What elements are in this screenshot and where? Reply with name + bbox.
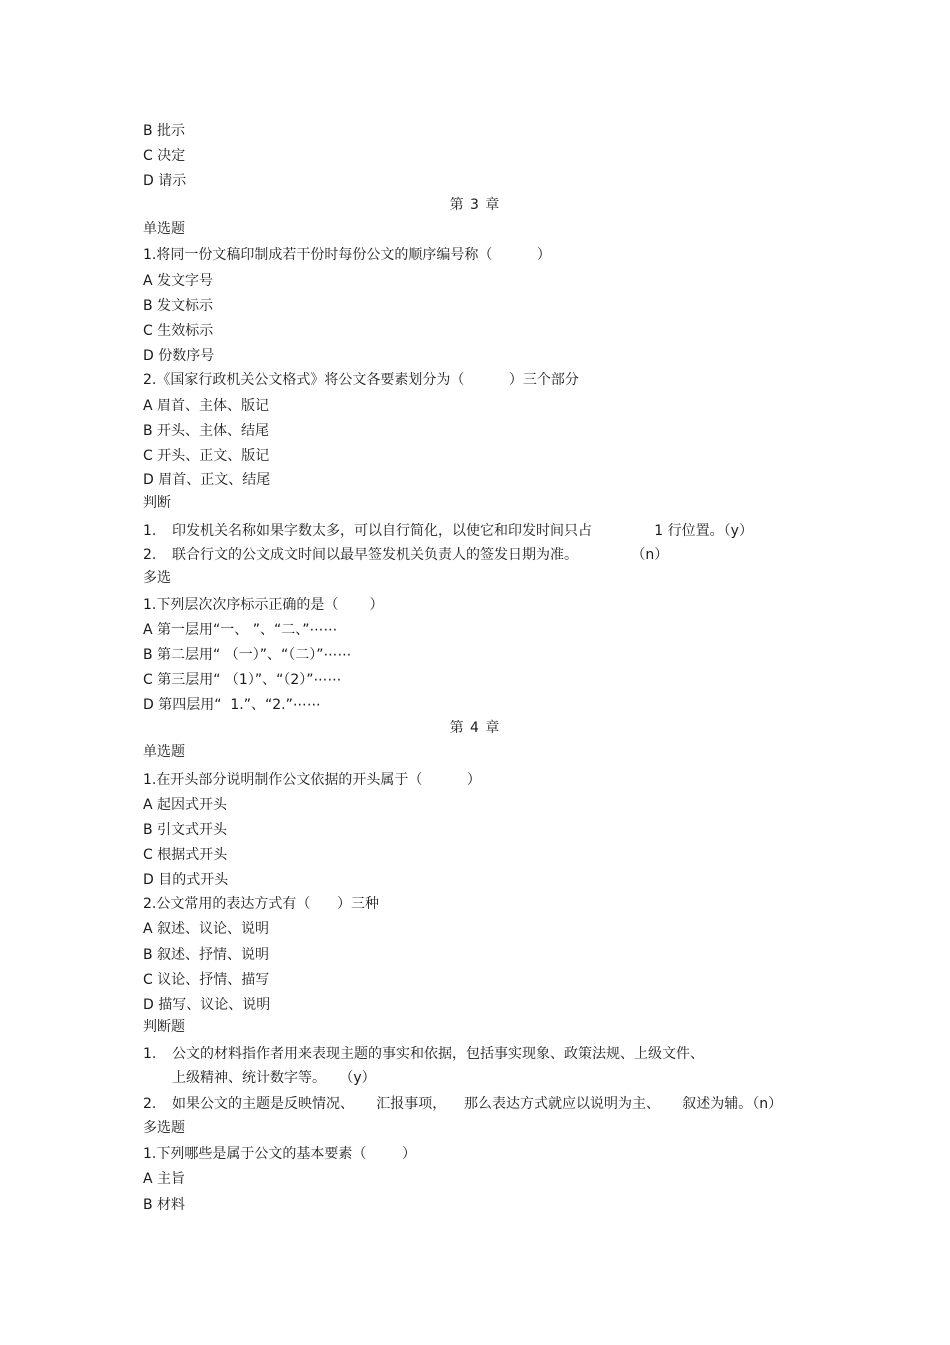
option-d: D 描写、议论、说明 xyxy=(143,997,271,1013)
item-number: 2. xyxy=(143,1096,157,1112)
option-a: A 起因式开头 xyxy=(143,797,228,813)
option-c: C 第三层用“ （1）”、“（2）”⋯⋯ xyxy=(143,672,342,688)
option-b: B 发文标示 xyxy=(143,298,214,314)
chapter-4-heading: 第 4 章 xyxy=(449,720,501,736)
option-d: D 眉首、正文、结尾 xyxy=(143,472,271,488)
question-text: 1.下列层次次序标示正确的是（ ） xyxy=(143,597,384,613)
item-number: 1. xyxy=(143,523,157,539)
option-d: D 份数序号 xyxy=(143,348,215,364)
question-text: 1.下列哪些是属于公文的基本要素（ ） xyxy=(143,1146,416,1162)
judgment-item xyxy=(143,522,753,540)
chapter-3-heading: 第 3 章 xyxy=(449,197,501,213)
question-text: 1.在开头部分说明制作公文依据的开头属于（ ） xyxy=(143,772,481,788)
option-b: B 第二层用“ （一）”、“（二）”⋯⋯ xyxy=(143,647,352,663)
option-d: D 目的式开头 xyxy=(143,872,229,888)
option-a: A 叙述、议论、说明 xyxy=(143,921,270,937)
option-a: A 眉首、主体、版记 xyxy=(143,398,270,414)
section-true-false: 判断 xyxy=(143,495,171,511)
judgment-item xyxy=(143,1095,782,1113)
option-d: D 请示 xyxy=(143,173,187,189)
option-c: C 议论、抒情、描写 xyxy=(143,972,270,988)
section-single-choice: 单选题 xyxy=(143,744,185,760)
option-b: B 批示 xyxy=(143,123,186,139)
item-number: 2. xyxy=(143,547,157,563)
option-b: B 材料 xyxy=(143,1197,186,1213)
option-a: A 主旨 xyxy=(143,1171,186,1187)
option-b: B 开头、主体、结尾 xyxy=(143,423,270,439)
option-d: D 第四层用“ 1.”、“2.”⋯⋯ xyxy=(143,697,321,713)
question-text: 2.《国家行政机关公文格式》将公文各要素划分为（ ）三个部分 xyxy=(143,372,579,388)
item-text: 印发机关名称如果字数太多，可以自行简化，以使它和印发时间只占 1 行位置。（y） xyxy=(172,523,753,539)
question-text: 2.公文常用的表达方式有（ ）三种 xyxy=(143,896,380,912)
question-text: 1.将同一份文稿印制成若干份时每份公文的顺序编号称（ ） xyxy=(143,247,551,263)
item-number: 1. xyxy=(143,1046,157,1062)
option-b: B 引文式开头 xyxy=(143,822,228,838)
item-text: 公文的材料指作者用来表现主题的事实和依据，包括事实现象、政策法规、上级文件、 xyxy=(172,1046,704,1062)
judgment-item xyxy=(143,1045,704,1063)
item-text: 联合行文的公文成文时间以最早签发机关负责人的签发日期为准。 （n） xyxy=(172,547,669,563)
option-b: B 叙述、抒情、说明 xyxy=(143,947,270,963)
judgment-item xyxy=(143,546,668,564)
option-a: A 第一层用“一、 ”、“二、”⋯⋯ xyxy=(143,622,338,638)
item-text-continued: 上级精神、统计数字等。 （y） xyxy=(172,1070,376,1086)
option-c: C 根据式开头 xyxy=(143,847,228,863)
section-multiple-choice: 多选 xyxy=(143,570,171,586)
item-text: 如果公文的主题是反映情况、 汇报事项， 那么表达方式就应以说明为主、 叙述为辅。（n） xyxy=(172,1096,783,1112)
option-a: A 发文字号 xyxy=(143,273,214,289)
section-true-false: 判断题 xyxy=(143,1019,185,1035)
option-c: C 决定 xyxy=(143,148,186,164)
section-single-choice: 单选题 xyxy=(143,221,185,237)
section-multiple-choice: 多选题 xyxy=(143,1120,185,1136)
option-c: C 生效标示 xyxy=(143,323,214,339)
option-c: C 开头、正文、版记 xyxy=(143,448,270,464)
